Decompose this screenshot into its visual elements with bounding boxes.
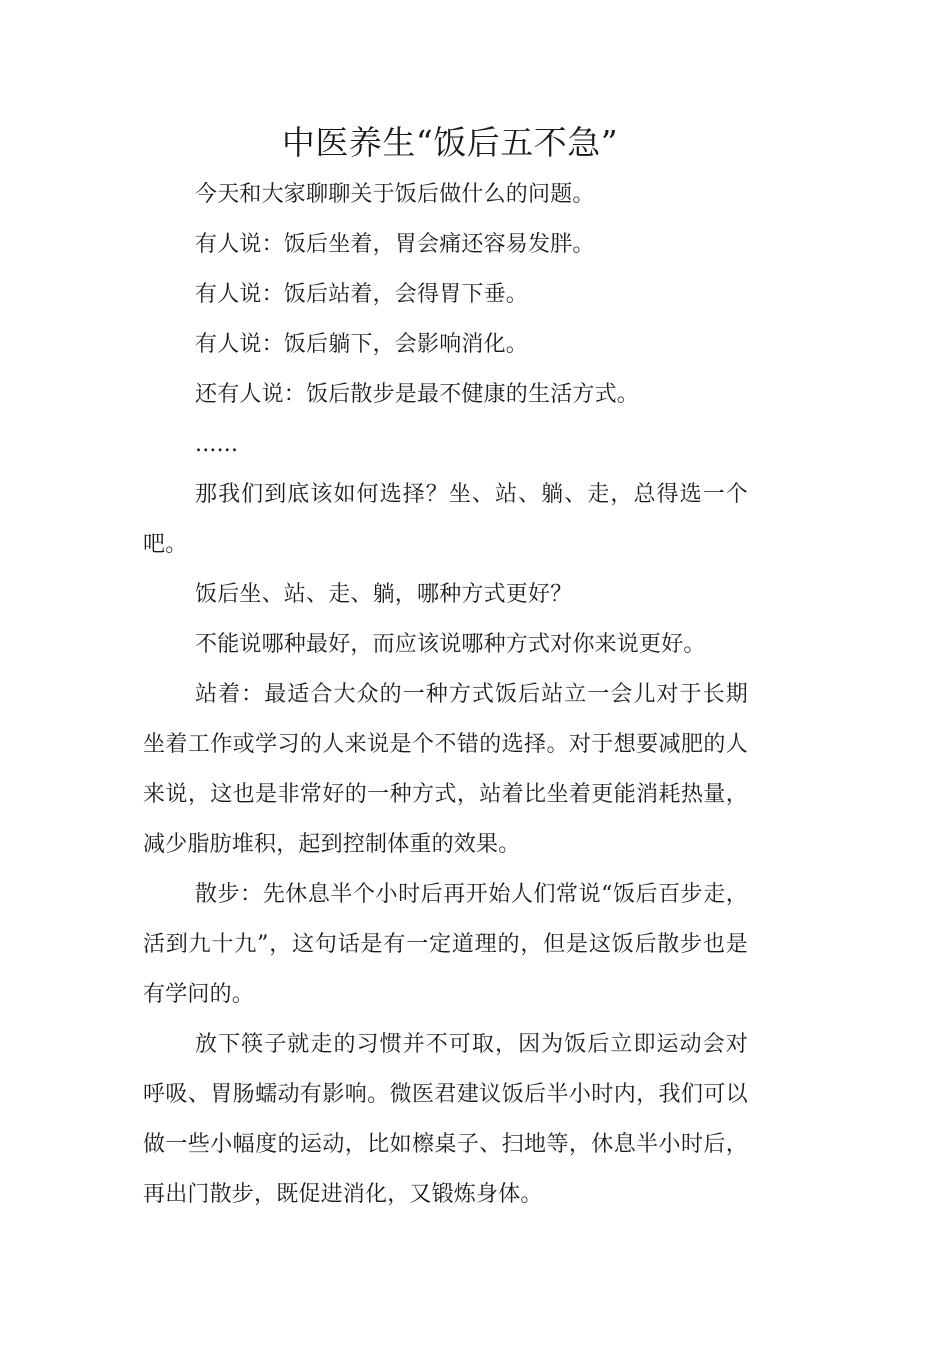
paragraph-answer: 不能说哪种最好，而应该说哪种方式对你来说更好。 bbox=[195, 632, 706, 657]
paragraph-sitting-opinion: 有人说：饭后坐着，胃会痛还容易发胖。 bbox=[195, 232, 595, 257]
paragraph-walking: 散步：先休息半个小时后再开始人们常说“饭后百步走，活到九十九”，这句话是有一定道理的，但是这饭后散步也是有学问的。 bbox=[143, 882, 748, 1007]
document-body bbox=[143, 170, 748, 1220]
paragraph-intro: 今天和大家聊聊关于饭后做什么的问题。 bbox=[195, 182, 595, 207]
paragraph-lying-opinion: 有人说：饭后躺下，会影响消化。 bbox=[195, 332, 529, 357]
paragraph-walking-opinion: 还有人说：饭后散步是最不健康的生活方式。 bbox=[195, 382, 640, 407]
paragraph-standing: 站着：最适合大众的一种方式饭后站立一会儿对于长期坐着工作或学习的人来说是个不错的选择。对于想要减肥的人来说，这也是非常好的一种方式，站着比坐着更能消耗热量，减少脂肪堆积，起到控制体重的效果。 bbox=[143, 682, 748, 857]
paragraph-advice: 放下筷子就走的习惯并不可取，因为饭后立即运动会对呼吸、胃肠蠕动有影响。微医君建议饭后半小时内，我们可以做一些小幅度的运动，比如檫桌子、扫地等，休息半小时后，再出门散步，既促进消化，又锻炼身体。 bbox=[143, 1032, 748, 1207]
document-title: 中医养生“饭后五不急” bbox=[281, 123, 619, 162]
paragraph-which-better: 饭后坐、站、走、躺，哪种方式更好？ bbox=[195, 582, 573, 607]
paragraph-standing-opinion: 有人说：饭后站着，会得胃下垂。 bbox=[195, 282, 529, 307]
paragraph-ellipsis: ...... bbox=[195, 432, 239, 457]
paragraph-question: 那我们到底该如何选择？坐、站、躺、走，总得选一个吧。 bbox=[143, 482, 748, 557]
